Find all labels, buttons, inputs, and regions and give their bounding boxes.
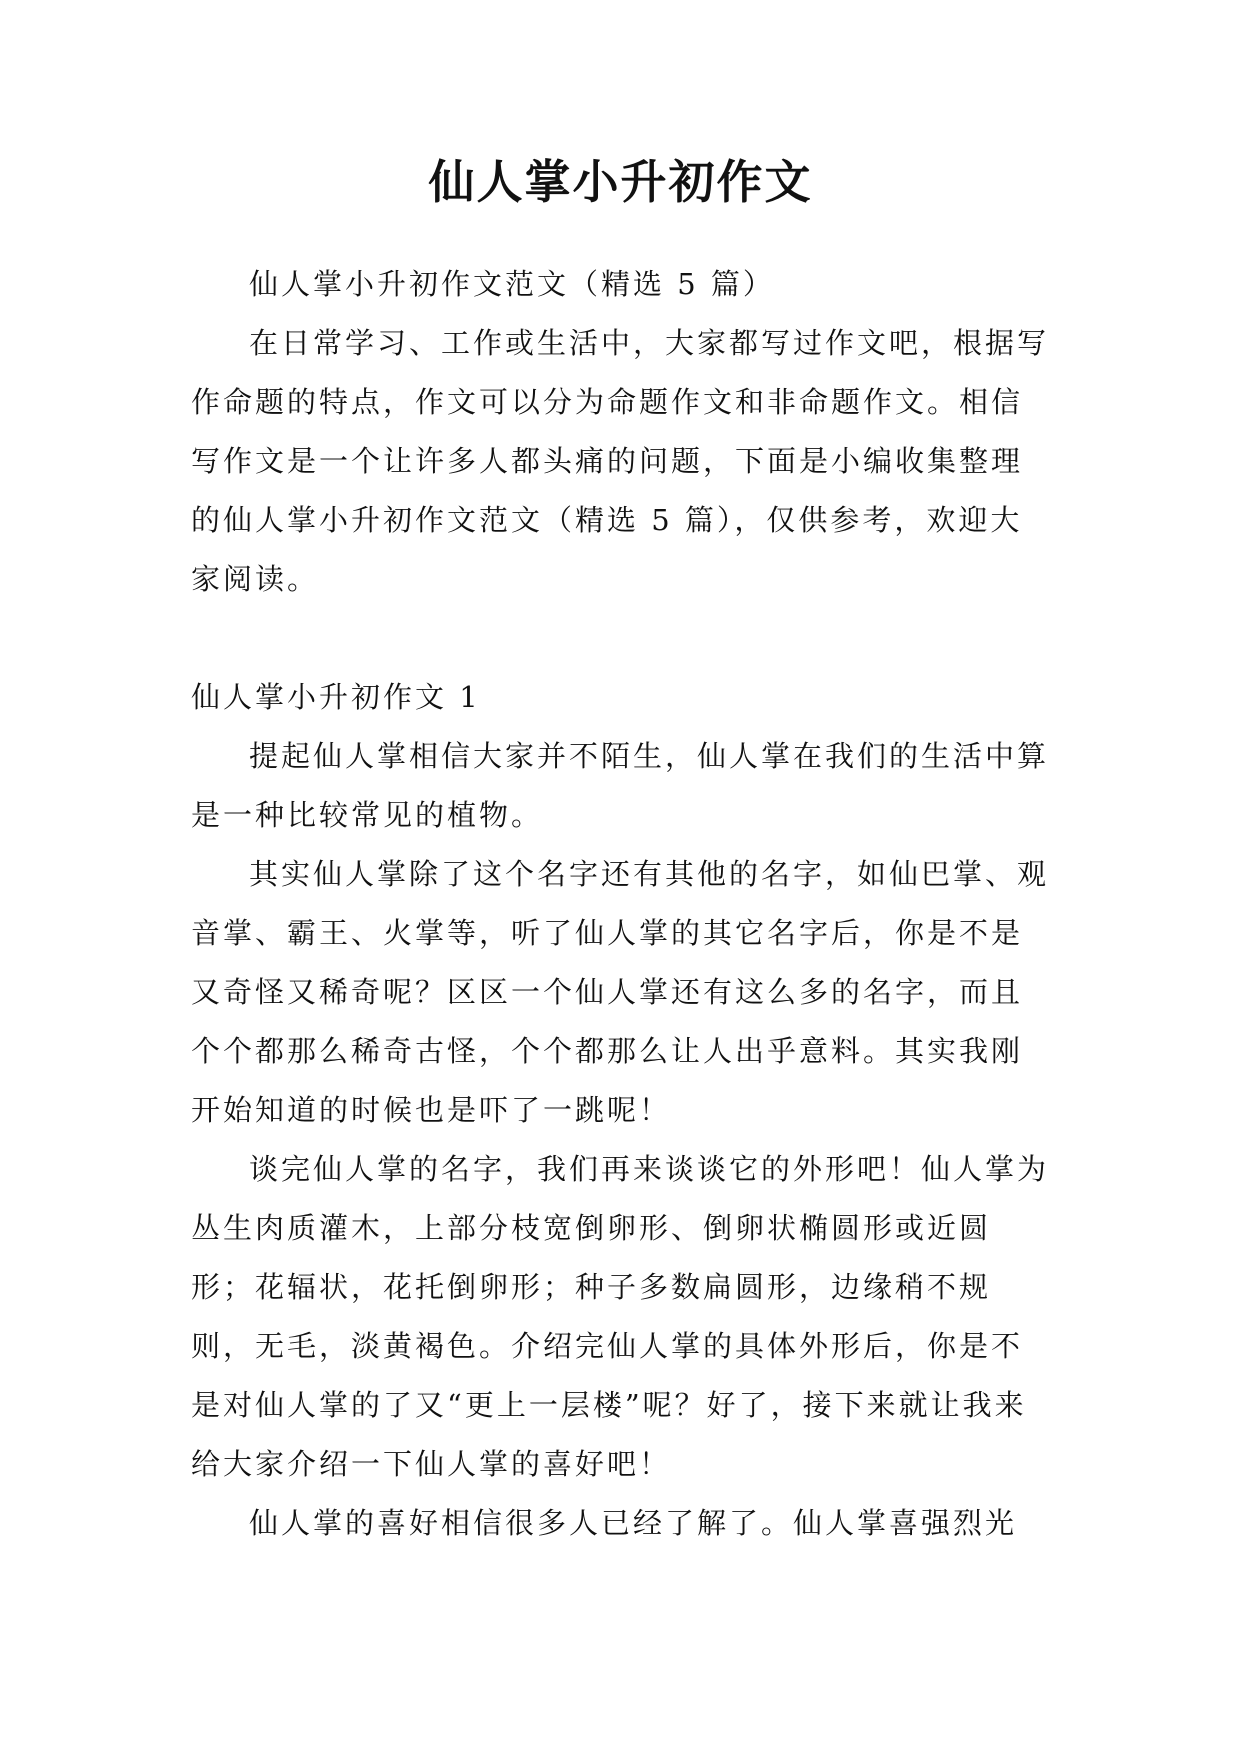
section-heading: 仙人掌小升初作文 1 bbox=[191, 680, 481, 714]
body-paragraph: 仙人掌的喜好相信很多人已经了解了。仙人掌喜强烈光 bbox=[249, 1506, 1018, 1540]
section-spacer bbox=[191, 609, 1051, 668]
body-paragraph: 提起仙人掌相信大家并不陌生，仙人掌在我们的生活中算是一种比较常见的植物。 bbox=[191, 739, 1050, 832]
body-paragraph: 其实仙人掌除了这个名字还有其他的名字，如仙巴掌、观音掌、霸王、火掌等，听了仙人掌的其它名字后，你是不是又奇怪又稀奇呢？区区一个仙人掌还有这么多的名字，而且个个都那么稀奇古怪，个个都那么让人出乎意料。其实我刚开始知道的时候也是吓了一跳呢！ bbox=[191, 857, 1050, 1127]
intro-line: 仙人掌小升初作文范文（精选 5 篇） bbox=[249, 267, 775, 301]
intro-paragraph: 在日常学习、工作或生活中，大家都写过作文吧，根据写作命题的特点，作文可以分为命题作文和非命题作文。相信写作文是一个让许多人都头痛的问题，下面是小编收集整理的仙人掌小升初作文范文（精选 5 篇），仅供参考，欢迎大家阅读。 bbox=[191, 326, 1050, 596]
body-paragraph: 谈完仙人掌的名字，我们再来谈谈它的外形吧！仙人掌为丛生肉质灌木，上部分枝宽倒卵形、倒卵状椭圆形或近圆形；花辐状，花托倒卵形；种子多数扁圆形，边缘稍不规则，无毛，淡黄褐色。介绍完仙人掌的具体外形后，你是不是对仙人掌的了又“更上一层楼”呢？好了，接下来就让我来给大家介绍一下仙人掌的喜好吧！ bbox=[191, 1152, 1050, 1481]
document-body bbox=[191, 255, 1051, 1553]
document-title: 仙人掌小升初作文 bbox=[428, 155, 813, 209]
